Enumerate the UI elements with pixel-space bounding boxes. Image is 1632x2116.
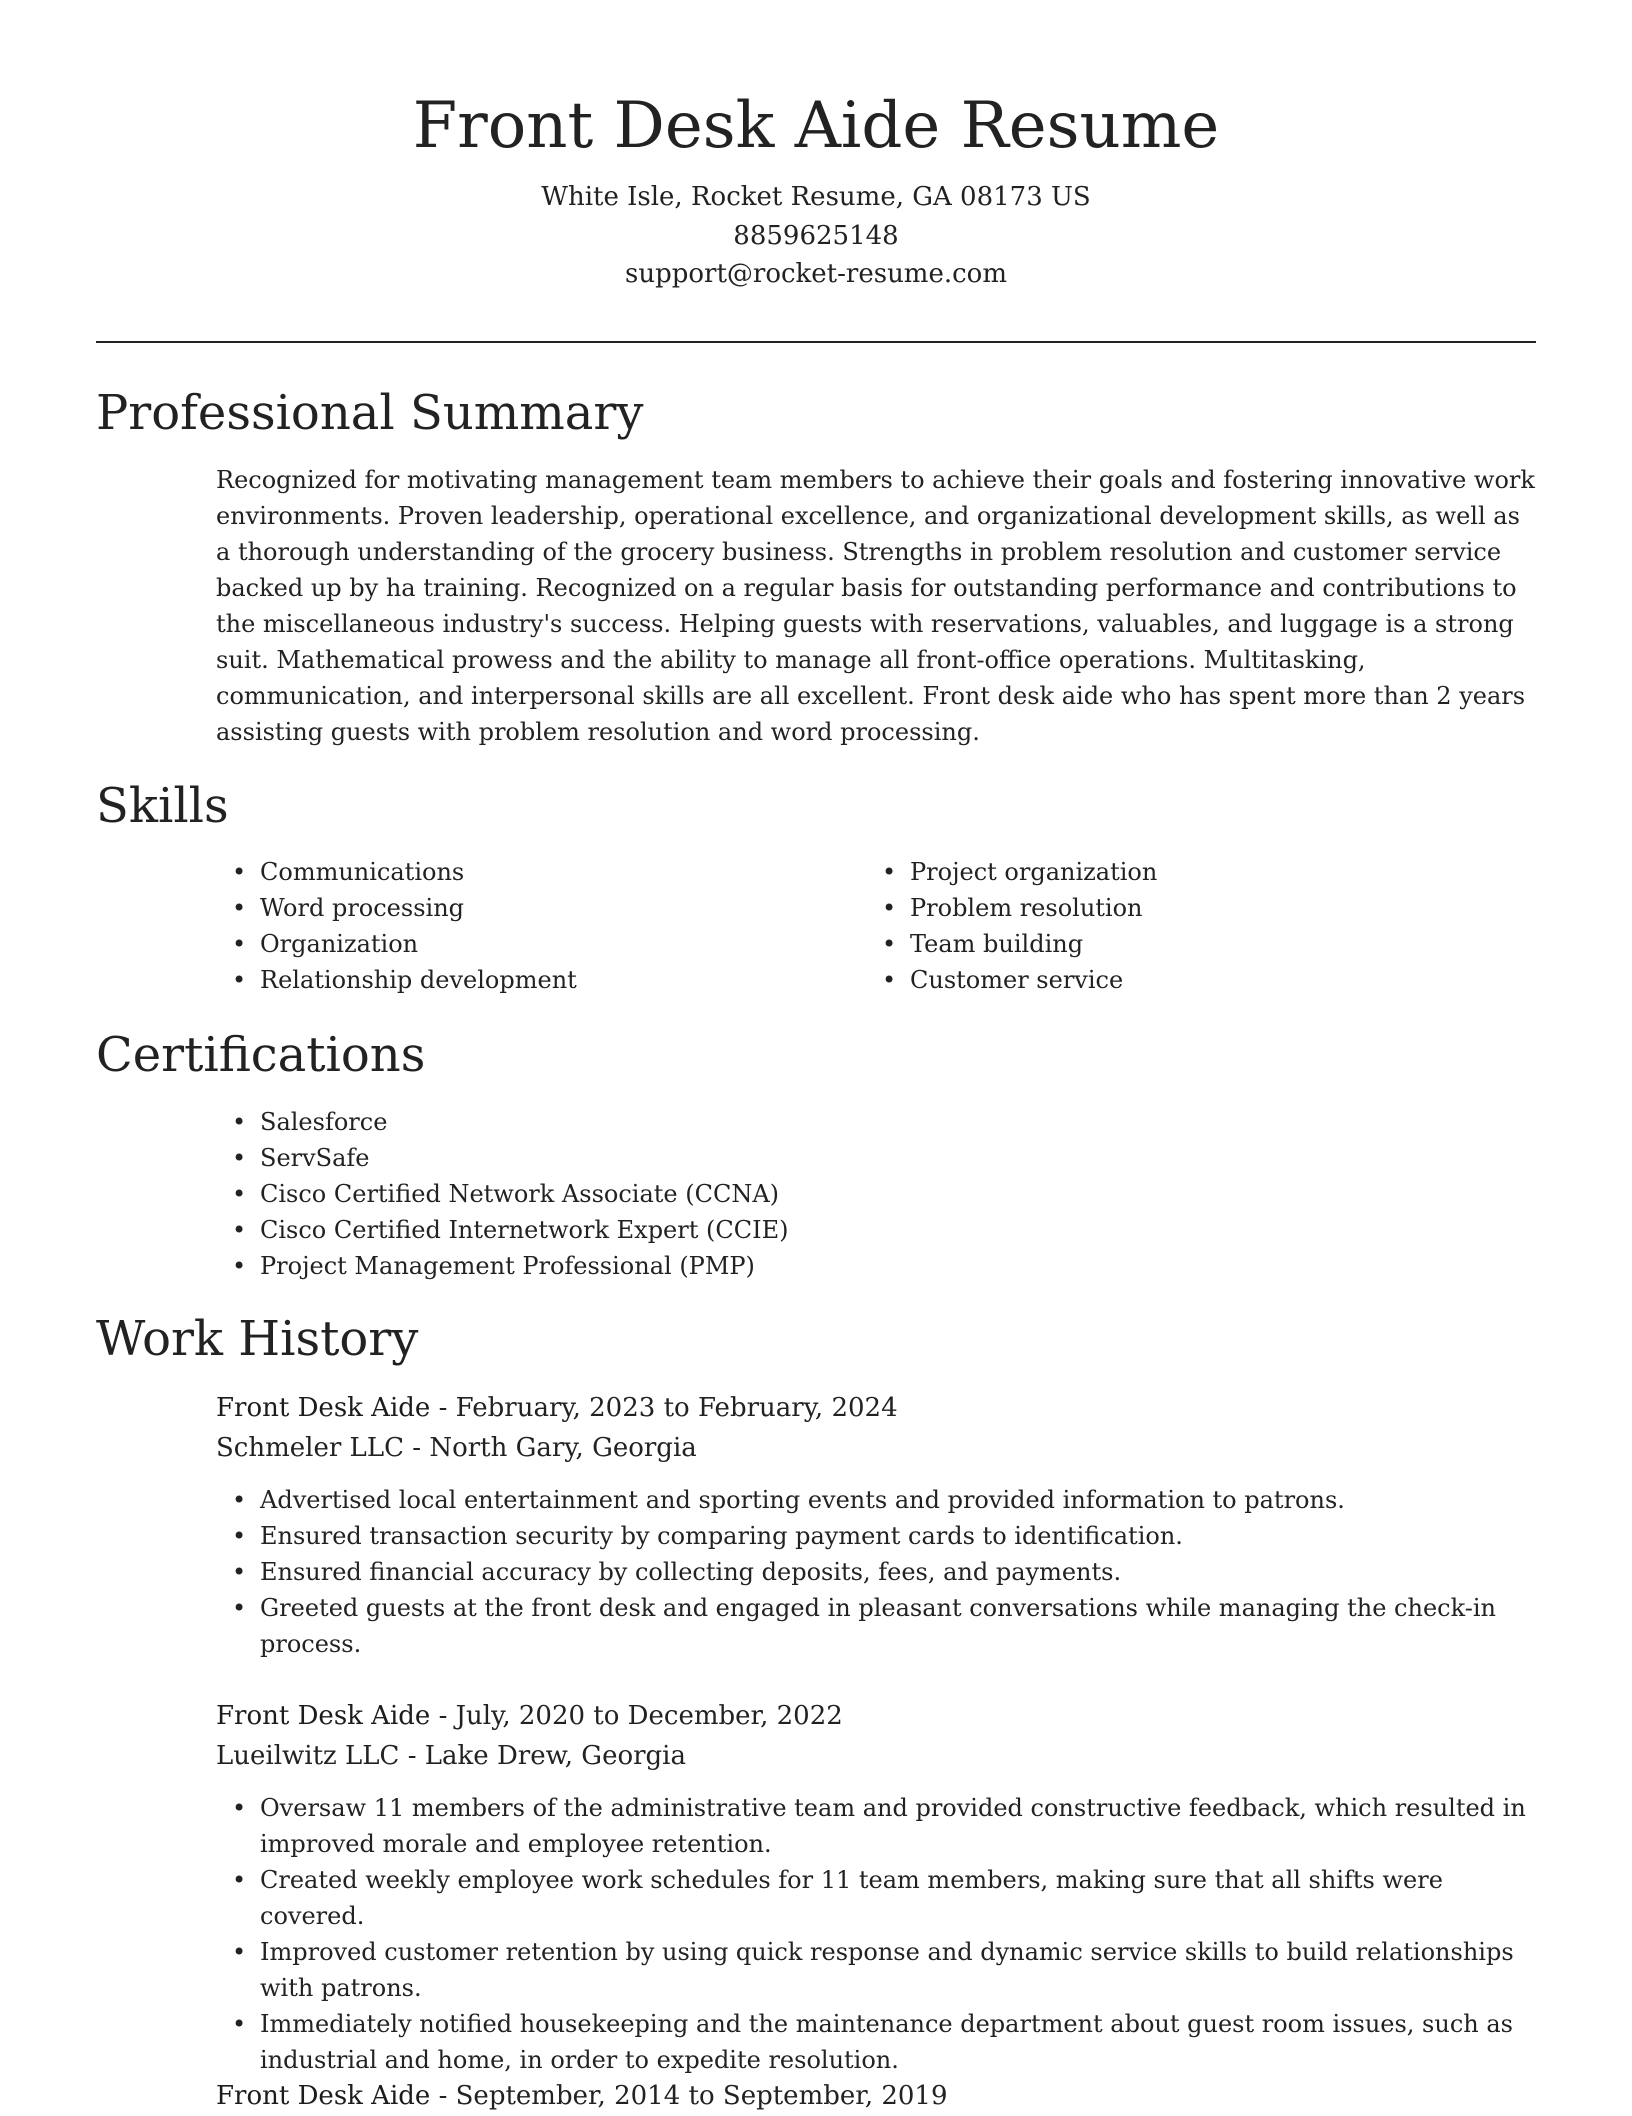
certification-item: • Cisco Certified Internetwork Expert (CCIE) (216, 1212, 1536, 1248)
certification-item: • ServSafe (216, 1140, 1536, 1176)
job-location: North Gary, Georgia (429, 1433, 697, 1463)
separator: - (438, 1701, 456, 1731)
resume-title: Front Desk Aide Resume (412, 89, 1220, 163)
work-history-heading: Work History (96, 1311, 419, 1367)
job-title: Front Desk Aide (216, 1701, 431, 1731)
contact-address: White Isle, Rocket Resume, GA 08173 US (541, 182, 1091, 212)
job-bullet: • Ensured financial accuracy by collecting deposits, fees, and payments. (216, 1554, 1536, 1590)
job-title-line (216, 1388, 898, 1428)
resume-page (96, 0, 1536, 2111)
job-dates: July, 2020 to December, 2022 (455, 1701, 843, 1731)
certification-item: • Project Management Professional (PMP) (216, 1248, 1536, 1284)
skill-item: • Project organization (866, 854, 1486, 890)
job-bullet: • Advertised local entertainment and sporting events and provided information to patrons. (216, 1482, 1536, 1518)
separator: - (412, 1433, 430, 1463)
skill-item: • Customer service (866, 962, 1486, 998)
certifications-list (216, 1104, 1536, 1284)
skills-list-left (216, 854, 836, 998)
job-location: Lake Drew, Georgia (424, 1741, 686, 1771)
skill-item: • Problem resolution (866, 890, 1486, 926)
job-company-line (216, 1428, 697, 1468)
job-bullet: • Greeted guests at the front desk and engaged in pleasant conversations while managing the check-in process. (216, 1590, 1536, 1662)
skill-item: • Communications (216, 854, 836, 890)
summary-text: Recognized for motivating management team members to achieve their goals and fostering innovative work environments. Proven leadership, operational excellence, and organizational development skills, as well as a thorough understanding of the grocery business. Strengths in problem resolution and customer service backed up by ha training. Recognized on a regular basis for outstanding performance and contributions to the miscellaneous industry's success. Helping guests with reservations, valuables, and luggage is a strong suit. Mathematical prowess and the ability to manage all front-office operations. Multitasking, communication, and interpersonal skills are all excellent. Front desk aide who has spent more than 2 years assisting guests with problem resolution and word processing. (216, 466, 1535, 746)
skill-item: • Relationship development (216, 962, 836, 998)
resume-header (96, 0, 1536, 294)
certification-item: • Salesforce (216, 1104, 1536, 1140)
contact-phone: 8859625148 (733, 220, 899, 251)
job-company-line (216, 1736, 686, 1776)
skill-item: • Team building (866, 926, 1486, 962)
certifications-heading: Certifications (96, 1027, 426, 1083)
separator: - (407, 1741, 425, 1771)
job-title: Front Desk Aide (216, 1393, 431, 1423)
job-bullets (216, 1790, 1536, 2078)
separator: - (438, 1393, 456, 1423)
job-title-line (216, 1696, 843, 1736)
job-bullet: • Improved customer retention by using quick response and dynamic service skills to build relationships with patrons. (216, 1934, 1536, 2006)
skill-item: • Word processing (216, 890, 836, 926)
header-divider (96, 341, 1536, 343)
job-dates: February, 2023 to February, 2024 (455, 1393, 898, 1423)
job-company: Schmeler LLC (216, 1433, 404, 1463)
job-title: Front Desk Aide (216, 2081, 431, 2111)
separator: - (438, 2081, 456, 2111)
job-company: Lueilwitz LLC (216, 1741, 400, 1771)
contact-email: support@rocket-resume.com (624, 259, 1007, 289)
skill-item: • Organization (216, 926, 836, 962)
contact-block (96, 178, 1536, 294)
skills-heading: Skills (96, 778, 229, 834)
job-bullet: • Ensured transaction security by comparing payment cards to identification. (216, 1518, 1536, 1554)
skills-list-right (866, 854, 1486, 998)
summary-heading: Professional Summary (96, 385, 644, 441)
job-dates: September, 2014 to September, 2019 (455, 2081, 948, 2111)
job-title-line (216, 2076, 948, 2116)
job-bullet: • Created weekly employee work schedules for 11 team members, making sure that all shifts were covered. (216, 1862, 1536, 1934)
certification-item: • Cisco Certified Network Associate (CCNA) (216, 1176, 1536, 1212)
job-bullet: • Oversaw 11 members of the administrative team and provided constructive feedback, which resulted in improved morale and employee retention. (216, 1790, 1536, 1862)
job-bullets (216, 1482, 1536, 1662)
job-bullet: • Immediately notified housekeeping and the maintenance department about guest room issues, such as industrial and home, in order to expedite resolution. (216, 2006, 1536, 2078)
